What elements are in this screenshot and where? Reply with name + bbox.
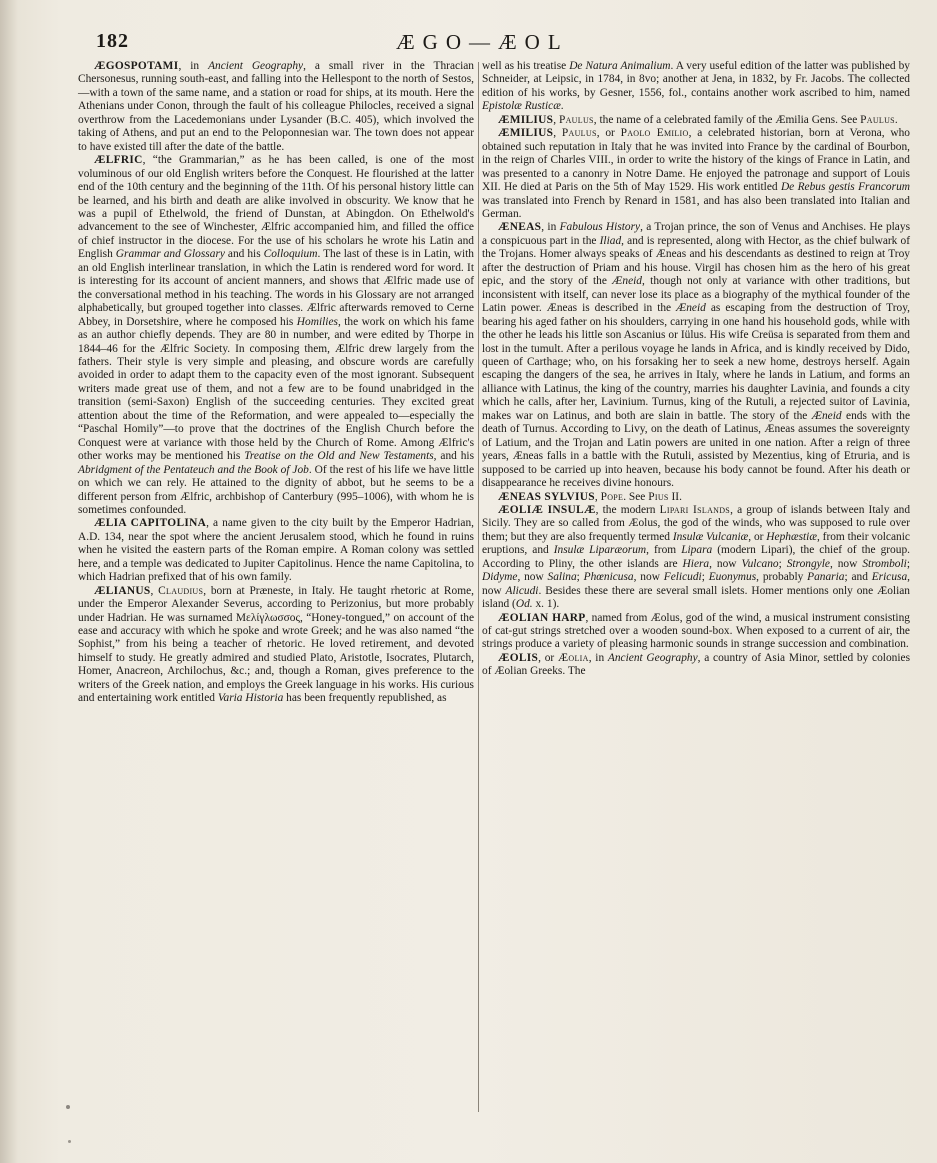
entry-text: , xyxy=(594,490,601,503)
italic-text: Alicudi xyxy=(505,584,539,597)
entry-text: . xyxy=(894,113,898,126)
entry-text: , or xyxy=(748,530,767,543)
entry-text: ends with the death of Turnus. According to Livy, on the death of Latinus, Æneas assumes the sovereignty of Latium, and the Trojan and Latin powers are united in one nation. After a reign of three years, Æneas falls in a battle with the Rutuli, assisted by Mezentius, king of Etruria, and is supposed to be carried up into heaven, because his body cannot be found. After his death or disappearance he receives divine honours. xyxy=(482,409,911,490)
entry-headword: ÆMILIUS xyxy=(498,113,554,126)
italic-text: Strongyle xyxy=(786,557,830,570)
italic-text: Abridgment of the Pentateuch and the Book of Job xyxy=(78,463,309,476)
italic-text: Didyme xyxy=(482,571,518,584)
italic-text: De Natura Animalium xyxy=(569,60,671,72)
small-caps-text: Paulus xyxy=(860,113,895,126)
italic-text: Phœnicusa xyxy=(583,571,634,584)
entry-headword: ÆNEAS SYLVIUS xyxy=(498,490,595,503)
italic-text: Colloquium xyxy=(263,248,318,261)
small-caps-text: Æolia xyxy=(557,651,589,664)
page-number: 182 xyxy=(96,30,129,52)
page-header xyxy=(96,30,907,58)
entry-text: , born at Præneste, in Italy. He taught rhetoric at Rome, under the Emperor Alexander Severus, according to Perizonius, but more probably under Hadrian. He was surnamed Μελίγλωσσος, “Honey-tongued,” on account of the ease and accuracy with which he spoke and wrote Greek; and he was also named “the Sophist,” from his being a teacher of rhetoric. He loved retirement, and devoted himself to study. He greatly admired and studied Plato, Aristotle, Isocrates, Plutarch, Homer, Anacreon, Archilochus, &c.; and, though a Roman, gives preference to the writers of the Greek nation, and employs the Greek language in his works. His curious and entertaining work entitled xyxy=(78,584,474,705)
entry-text: was translated into French by Renard in 1581, and has also been translated into Italian and German. xyxy=(482,194,910,220)
left-column xyxy=(78,60,474,706)
entry-headword: ÆOLIS xyxy=(498,651,539,664)
italic-text: Hiera xyxy=(682,557,710,570)
entry-text: , a group of islands between Italy and Sicily. They are so called from Æolus, the god of the winds, who was supposed to rule over them; but they are also frequently termed xyxy=(482,503,911,543)
entry-headword: ÆOLIÆ INSULÆ xyxy=(498,503,596,516)
italic-text: Lipara xyxy=(681,544,713,557)
dictionary-entry xyxy=(482,221,910,490)
entry-text: , a small river in the Thracian Chersonesus, running south-east, and falling into the Hellespont to the north of Sestos,—with a town of the same name, and a station or road for ships, at its mouth. Here the Athenians under Conon, through the fault of his colleague Philocles, received a signal overthrow from the Lacedemonians under Lysander (B.C. 405), which involved the taking of Athens, and put an end to the Peloponnesian war. The town does not appear to have existed till after the date of the battle. xyxy=(78,60,474,153)
entry-text: ; xyxy=(576,571,584,584)
italic-text: Æneid xyxy=(676,302,706,315)
dictionary-entry xyxy=(482,60,910,114)
italic-text: Felicudi xyxy=(663,571,702,584)
small-caps-text: Paolo Emilio xyxy=(620,127,689,140)
entry-text: (modern Lipari), the chief of the group. According to Pliny, the other islands are xyxy=(482,544,910,570)
small-caps-text: Lipari Islands xyxy=(659,503,731,516)
small-caps-text: Paulus xyxy=(558,113,594,126)
italic-text: Æneid xyxy=(811,409,842,422)
entry-text: , in xyxy=(541,221,560,234)
entry-text: , from xyxy=(646,544,682,557)
italic-text: Insulæ Liparæorum xyxy=(553,544,647,557)
entry-text: , now xyxy=(709,557,742,570)
entry-text: , a Trojan prince, the son of Venus and Anchises. He plays a conspicuous part in the xyxy=(482,221,910,247)
entry-text: , the work on which his fame as an author chiefly depends. They are 80 in number, and were edited by Thorpe in 1844–46 for the Ælfric Society. In composing them, Ælfric drew largely from the fathers. Their style is very simple and pleasing, and obscure words are carefully avoided in order to adapt them to the capacity even of the most ignorant. Subsequent writers made great use of them, and not a few are to be found unabridged in the transition (semi-Saxon) English of the succeeding centuries. They excited great attention about the time of the Reformation, and were appealed to—especially the “Paschal Homily”—to prove that the doctrines of the English Church before the Conquest were at variance with those held by the Church of Rome. Among Ælfric's other works may be mentioned his xyxy=(78,315,475,463)
italic-text: Grammar and Glossary xyxy=(115,248,225,261)
entry-text: , in xyxy=(178,60,209,72)
dictionary-entry xyxy=(78,517,474,584)
italic-text: Hephæstiæ xyxy=(766,530,817,543)
small-caps-text: Paulus xyxy=(561,127,597,140)
entry-text: , from their volcanic eruptions, and xyxy=(482,530,910,557)
running-head: ÆGO—ÆOL xyxy=(396,30,569,54)
dictionary-entry xyxy=(482,652,910,679)
entry-text: ; xyxy=(778,557,787,570)
entry-text: , named from Æolus, god of the wind, a musical instrument consisting of cat-gut strings stretched over a wooden sound-box. When exposed to a current of air, the strings produce a variety of pleasing harmonic sounds in strange succession and combination. xyxy=(482,611,910,651)
page-speck xyxy=(66,1105,70,1109)
italic-text: Insulæ Vulcaniæ xyxy=(672,530,749,543)
entry-text: , in xyxy=(588,651,608,664)
entry-text: well as his treatise xyxy=(482,60,570,72)
entry-text: , xyxy=(150,584,159,597)
small-caps-text: Pius xyxy=(648,490,669,503)
entry-headword: ÆLIA CAPITOLINA xyxy=(94,517,207,530)
column-divider xyxy=(478,62,479,1112)
entry-text: , probably xyxy=(756,571,808,584)
entry-text: , a name given to the city built by the Emperor Hadrian, A.D. 134, near the spot where the ancient Jerusalem stood, which he found in ruins when he visited the eastern parts of the Roman empire. A Roman colony was settled here, and a temple was dedicated to Jupiter Capitolinus. Hence the name Capitolina, to which Hadrian prefixed that of his own family. xyxy=(78,517,474,584)
entry-text: , or xyxy=(538,651,558,664)
dictionary-entry xyxy=(78,585,474,706)
entry-text: , or xyxy=(596,127,621,140)
dictionary-entry xyxy=(78,154,474,517)
dictionary-entry xyxy=(482,612,910,652)
dictionary-entry xyxy=(482,127,910,221)
italic-text: Treatise on the Old and New Testaments xyxy=(244,450,434,463)
entry-text: , now xyxy=(829,557,863,570)
dictionary-entry xyxy=(482,114,910,127)
italic-text: Homilies xyxy=(296,315,338,328)
entry-text: , though not only at variance with other traditions, but inconsistent with itself, can never lose its place as a biography of the mythical founder of the Latin power. Æneas is described in the xyxy=(482,275,910,315)
right-column xyxy=(482,60,910,679)
entry-text: , now xyxy=(517,571,548,584)
italic-text: Salina xyxy=(547,571,577,584)
italic-text: Ancient Geography xyxy=(208,60,304,72)
entry-text: , a country of Asia Minor, settled by colonies of Æolian Greeks. The xyxy=(482,651,910,678)
italic-text: Epistolæ Rusticæ xyxy=(482,100,561,113)
italic-text: Od. xyxy=(515,598,533,611)
entry-text: , now xyxy=(633,571,664,584)
entry-text: . Of the rest of his life we have little on which we can rely. He attained to the dignity of abbot, but he seems to be a different person from Ælfric, archbishop of Canterbury (995–1006), with whom he is sometimes confounded. xyxy=(78,463,475,516)
entry-text: , xyxy=(553,113,559,126)
entry-text: , the name of a celebrated family of the Æmilia Gens. See xyxy=(593,113,861,126)
entry-text: ; and xyxy=(844,571,872,584)
small-caps-text: Pope xyxy=(600,490,624,503)
entry-headword: ÆLFRIC xyxy=(94,154,143,167)
entry-headword: ÆMILIUS xyxy=(498,127,554,140)
entry-text: , and his xyxy=(433,450,474,463)
italic-text: Varia Historia xyxy=(217,692,284,705)
entry-text: . xyxy=(560,100,564,113)
entry-text: II. xyxy=(668,490,682,503)
entry-text: as escaping from the destruction of Troy, bearing his aged father on his shoulders, carrying in one hand his household gods, while with the other he leads his little son Ascanius or Iülus. His wife Creüsa is separated from them and lost in the tumult. After a perilous voyage he lands in Africa, and is kindly received by Dido, queen of Carthage; who, on his forsaking her to seek a new home, destroys herself. Again escaping the dangers of the sea, he arrives in Italy, where he lands in Latium, and forms an alliance with Latinus, the king of the country, marries his daughter Lavinia, and founds a city which he calls, after her, Lavinium. Turnus, king of the Rutuli, a rejected suitor of Lavinia, makes war on Latinus, and both are slain in battle. The story of the xyxy=(482,302,910,422)
entry-text: ; xyxy=(906,557,910,570)
entry-text: . The last of these is in Latin, with an old English interlinear translation, in which the Latin is rendered word for word. It is interesting for its account of ancient manners, and shows that Ælfric made use of the conversational method in his teaching. The words in his Glossary are not arranged alphabetically, but grouped together into classes. Ælfric afterwards removed to Cerne Abbey, in Dorsetshire, where he composed his xyxy=(78,248,474,328)
entry-text: , “the Grammarian,” as he has been called, is one of the most voluminous of our old English writers before the Conquest. He flourished at the latter end of the 10th century and the beginning of the 11th. Of his personal history little can be learned, and his birth and death are alike involved in obscurity. We know that he was a pupil of Ethelwold, the friend of Dunstan, at Abingdon. On Ethelwold's advancement to the see of Winchester, Ælfric accompanied him, and filled the office of chief instructor in the diocese. For the use of his scholars he wrote his Latin and English xyxy=(78,154,474,261)
entry-text: . Besides these there are several small islets. Homer mentions only one Æolian island ( xyxy=(482,584,911,611)
entry-headword: ÆNEAS xyxy=(498,221,542,234)
entry-text: , xyxy=(553,127,562,140)
entry-headword: ÆOLIAN HARP xyxy=(498,611,586,624)
entry-text: . A very useful edition of the latter was published by Schneider, at Leipsic, in 1784, in 8vo; another at Jena, in 1832, by Fr. Jacobs. The collected edition of his works, by Gesner, 1556, fol., contains another work ascribed to him, named xyxy=(482,60,910,99)
entry-text: and his xyxy=(224,248,264,261)
dictionary-entry xyxy=(78,60,474,154)
entry-text: x. 1). xyxy=(532,598,560,611)
entry-text: , and is represented, along with Hector, as the chief bulwark of the Trojans. Homer always speaks of Æneas and his descendants as destined to reign at Troy after the destruction of Priam and his house. Virgil has chosen him as the hero of his great epic, and the story of the xyxy=(482,234,911,288)
italic-text: Fabulous History xyxy=(559,221,641,234)
italic-text: Ancient Geography xyxy=(607,651,698,664)
italic-text: Iliad xyxy=(599,234,622,247)
entry-text: , the modern xyxy=(595,503,660,516)
dictionary-entry xyxy=(482,491,910,504)
italic-text: De Rebus gestis Francorum xyxy=(780,181,910,194)
page-speck xyxy=(68,1140,71,1143)
entry-text: . See xyxy=(623,490,649,503)
entry-text: , now xyxy=(482,571,910,597)
italic-text: Stromboli xyxy=(862,557,907,570)
entry-text: , a celebrated historian, born at Verona, who obtained such reputation in Italy that he was invited into France by the cardinal of Bourbon, in the reign of Charles VIII., in order to write the history of the kings of France in Latin, and was presented to a canonry in Notre Dame. He enjoyed the patronage and support of Louis XII. He died at Paris on the 5th of May 1529. His work entitled xyxy=(482,127,910,194)
entry-text: has been frequently republished, as xyxy=(283,692,447,705)
italic-text: Ericusa xyxy=(871,571,908,584)
entry-headword: ÆGOSPOTAMI xyxy=(94,60,179,72)
entry-headword: ÆLIANUS xyxy=(94,584,151,597)
italic-text: Euonymus xyxy=(708,571,757,584)
entry-text: ; xyxy=(701,571,709,584)
small-caps-text: Claudius xyxy=(158,584,204,597)
dictionary-entry xyxy=(482,504,910,612)
italic-text: Æneid xyxy=(612,275,642,288)
italic-text: Panaria xyxy=(807,571,845,584)
italic-text: Vulcano xyxy=(741,557,779,570)
